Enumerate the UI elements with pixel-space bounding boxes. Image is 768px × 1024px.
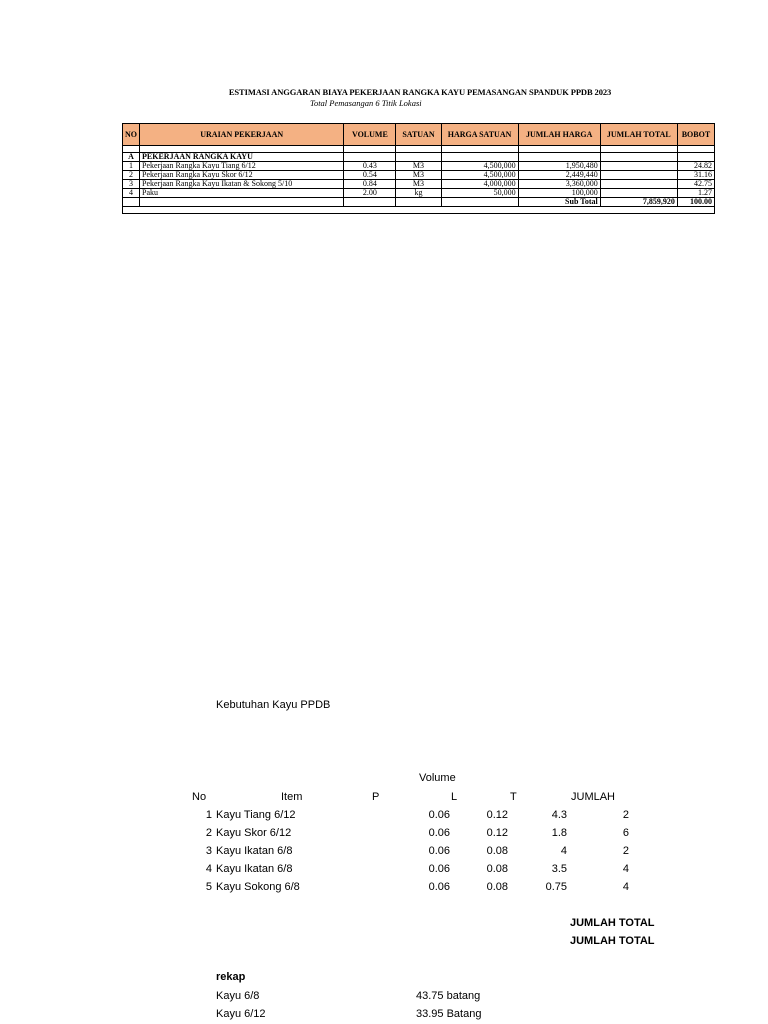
row-extra: 4 bbox=[622, 863, 629, 875]
row-t: 0.12 bbox=[486, 809, 508, 821]
cell-harga-satuan: 50,000 bbox=[441, 189, 518, 198]
header-satuan: SATUAN bbox=[396, 124, 441, 146]
document-subtitle: Total Pemasangan 6 Titik Lokasi bbox=[310, 98, 422, 108]
row-l: 0.06 bbox=[428, 845, 450, 857]
header-jumlah-harga: JUMLAH HARGA bbox=[518, 124, 600, 146]
col-item-header: Item bbox=[281, 791, 303, 803]
cell-volume: 0.54 bbox=[344, 171, 396, 180]
estimate-table bbox=[122, 123, 715, 214]
cell-jumlah-total bbox=[600, 180, 677, 189]
col-p-header: P bbox=[372, 791, 380, 803]
row-t: 0.08 bbox=[486, 881, 508, 893]
row-jumlah: 0.75 bbox=[545, 881, 567, 893]
row-item: Kayu Skor 6/12 bbox=[216, 827, 292, 839]
header-volume: VOLUME bbox=[344, 124, 396, 146]
header-jumlah-total: JUMLAH TOTAL bbox=[600, 124, 677, 146]
row-item: Kayu Ikatan 6/8 bbox=[216, 863, 293, 875]
col-jumlah-header: JUMLAH bbox=[571, 791, 616, 803]
header-uraian: URAIAN PEKERJAAN bbox=[140, 124, 344, 146]
header-harga-satuan: HARGA SATUAN bbox=[441, 124, 518, 146]
cell-jumlah-harga: 100,000 bbox=[518, 189, 600, 198]
col-l-header: L bbox=[451, 791, 458, 803]
blank-row bbox=[123, 207, 715, 214]
row-item: Kayu Sokong 6/8 bbox=[216, 881, 300, 893]
row-no: 1 bbox=[205, 809, 212, 821]
cell-uraian: Pekerjaan Rangka Kayu Tiang 6/12 bbox=[140, 162, 344, 171]
col-no-header: No bbox=[192, 791, 207, 803]
cell-volume: 0.84 bbox=[344, 180, 396, 189]
row-extra: 2 bbox=[622, 845, 629, 857]
cell-satuan: M3 bbox=[396, 171, 441, 180]
rekap-value: 33.95 Batang bbox=[416, 1008, 482, 1020]
row-jumlah: 1.8 bbox=[551, 827, 567, 839]
cell-uraian: Pekerjaan Rangka Kayu Skor 6/12 bbox=[140, 171, 344, 180]
cell-uraian: Paku bbox=[140, 189, 344, 198]
cell-no: 2 bbox=[123, 171, 140, 180]
cell-satuan: M3 bbox=[396, 162, 441, 171]
table-header-row bbox=[123, 124, 715, 146]
cell-no: 4 bbox=[123, 189, 140, 198]
row-l: 0.06 bbox=[428, 881, 450, 893]
subtotal-row bbox=[123, 198, 715, 207]
cell-no: 3 bbox=[123, 180, 140, 189]
row-item: Kayu Ikatan 6/8 bbox=[216, 845, 293, 857]
rekap-title: rekap bbox=[216, 971, 246, 983]
cell-jumlah-total bbox=[600, 162, 677, 171]
cell-uraian: Pekerjaan Rangka Kayu Ikatan & Sokong 5/10 bbox=[140, 180, 344, 189]
row-no: 3 bbox=[205, 845, 212, 857]
cell-satuan: M3 bbox=[396, 180, 441, 189]
cell-bobot: 31.16 bbox=[677, 171, 714, 180]
row-l: 0.06 bbox=[428, 863, 450, 875]
cell-volume: 2.00 bbox=[344, 189, 396, 198]
cell-harga-satuan: 4,500,000 bbox=[441, 162, 518, 171]
cell-no: 1 bbox=[123, 162, 140, 171]
jumlah-total-label: JUMLAH TOTAL bbox=[570, 935, 655, 947]
cell-bobot: 1.27 bbox=[677, 189, 714, 198]
rekap-item: Kayu 6/12 bbox=[216, 1008, 266, 1020]
cell-satuan: kg bbox=[396, 189, 441, 198]
cell-jumlah-harga: 3,360,000 bbox=[518, 180, 600, 189]
row-extra: 6 bbox=[622, 827, 629, 839]
row-extra: 2 bbox=[622, 809, 629, 821]
jumlah-total-label: JUMLAH TOTAL bbox=[570, 917, 655, 929]
cell-bobot: 24.82 bbox=[677, 162, 714, 171]
row-jumlah: 4 bbox=[560, 845, 567, 857]
cell-jumlah-total bbox=[600, 171, 677, 180]
row-t: 0.12 bbox=[486, 827, 508, 839]
cell-jumlah-harga: 2,449,440 bbox=[518, 171, 600, 180]
row-extra: 4 bbox=[622, 881, 629, 893]
section-label: PEKERJAAN RANGKA KAYU bbox=[140, 153, 344, 162]
subtotal-label: Sub Total bbox=[518, 198, 600, 207]
row-no: 2 bbox=[205, 827, 212, 839]
kebutuhan-title: Kebutuhan Kayu PPDB bbox=[216, 699, 331, 711]
rekap-item: Kayu 6/8 bbox=[216, 990, 260, 1002]
cell-volume: 0.43 bbox=[344, 162, 396, 171]
row-no: 5 bbox=[205, 881, 212, 893]
section-no: A bbox=[123, 153, 140, 162]
volume-label: Volume bbox=[419, 772, 456, 784]
row-t: 0.08 bbox=[486, 863, 508, 875]
cell-harga-satuan: 4,500,000 bbox=[441, 171, 518, 180]
row-t: 0.08 bbox=[486, 845, 508, 857]
row-jumlah: 3.5 bbox=[551, 863, 567, 875]
row-l: 0.06 bbox=[428, 827, 450, 839]
row-jumlah: 4.3 bbox=[551, 809, 567, 821]
header-no: NO bbox=[123, 124, 140, 146]
row-item: Kayu Tiang 6/12 bbox=[216, 809, 296, 821]
row-no: 4 bbox=[205, 863, 212, 875]
cell-harga-satuan: 4,000,000 bbox=[441, 180, 518, 189]
table-row bbox=[123, 189, 715, 198]
header-bobot: BOBOT bbox=[677, 124, 714, 146]
subtotal-bobot: 100.00 bbox=[677, 198, 714, 207]
cell-bobot: 42.75 bbox=[677, 180, 714, 189]
rekap-value: 43.75 batang bbox=[416, 990, 481, 1002]
document-title: ESTIMASI ANGGARAN BIAYA PEKERJAAN RANGKA KAYU PEMASANGAN SPANDUK PPDB 2023 bbox=[228, 87, 612, 97]
row-l: 0.06 bbox=[428, 809, 450, 821]
col-t-header: T bbox=[510, 791, 517, 803]
cell-jumlah-harga: 1,950,480 bbox=[518, 162, 600, 171]
subtotal-jumlah-total: 7,859,920 bbox=[600, 198, 677, 207]
